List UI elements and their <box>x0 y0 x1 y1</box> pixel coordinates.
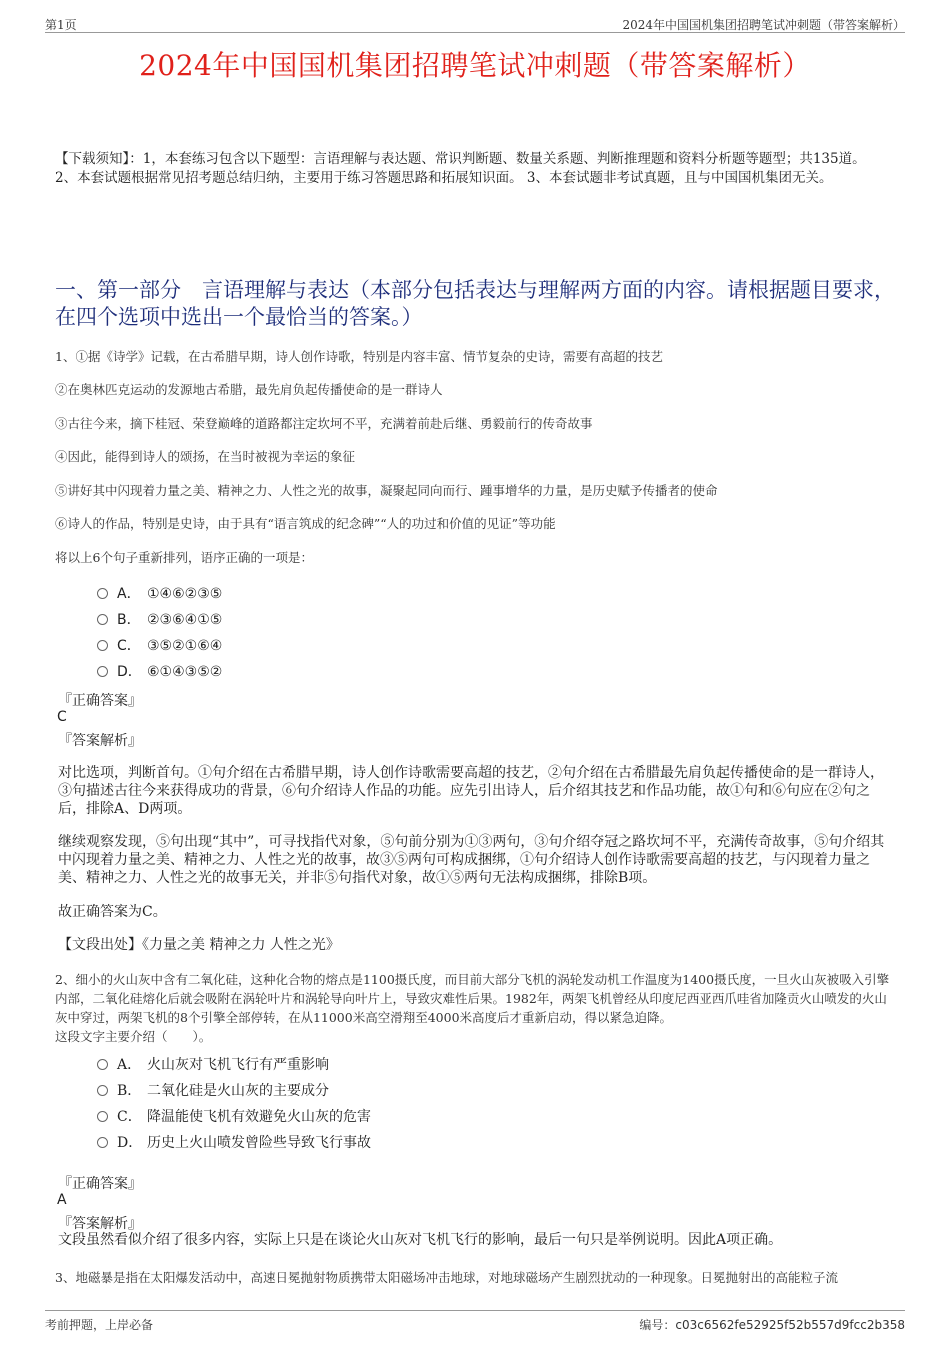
option-text: ②③⑥④①⑤ <box>147 612 223 628</box>
q1-sentence-1: 1、①据《诗学》记载，在古希腊早期，诗人创作诗歌，特别是内容丰富、情节复杂的史诗，需要有高超的技艺 <box>55 349 663 364</box>
q1-prompt: 将以上6个句子重新排列，语序正确的一项是： <box>55 550 313 565</box>
option-letter: C． <box>117 1109 142 1125</box>
q1-analysis-label: 『答案解析』 <box>58 733 142 749</box>
code-value: c03c6562fe52925f52b557d9fcc2b358 <box>675 1318 905 1332</box>
option-text: 二氧化硅是火山灰的主要成分 <box>147 1083 329 1099</box>
option-text: ③⑤②①⑥④ <box>147 638 223 654</box>
q2-prompt: 这段文字主要介绍（ ）。 <box>55 1029 212 1044</box>
option-letter: B． <box>117 1083 142 1099</box>
q1-sentence-6: ⑥诗人的作品，特别是史诗，由于具有“语言筑成的纪念碑”“人的功过和价值的见证”等功能 <box>55 516 556 531</box>
header-doc-title: 2024年中国国机集团招聘笔试冲刺题（带答案解析） <box>622 18 905 32</box>
code-label: 编号： <box>639 1318 676 1332</box>
option-letter: A． <box>117 1057 142 1073</box>
radio-icon[interactable] <box>97 1059 108 1070</box>
q1-analysis-paragraph-2: 继续观察发现，⑤句出现“其中”，可寻找指代对象，⑤句前分别为①③两句，③句介绍夺冠之路坎坷不平，充满传奇故事，⑤句介绍其中闪现着力量之美、精神之力、人性之光的故事，故③⑤两句可构成捆绑，①句介绍诗人创作诗歌需要高超的技艺，与闪现着力量之美、精神之力、人性之光的故事无关，并非⑤句指代对象，故①⑤两句无法构成捆绑，排除B项。 <box>58 834 885 886</box>
q2-stem: 2、细小的火山灰中含有二氧化硅，这种化合物的熔点是1100摄氏度，而目前大部分飞机的涡轮发动机工作温度为1400摄氏度，一旦火山灰被吸入引擎内部，二氧化硅熔化后就会吸附在涡轮叶片和涡轮导向叶片上，导致灾难性后果。1982年，两架飞机曾经从印度尼西亚西爪哇省加隆贡火山喷发的火山灰中穿过，两架飞机的8个引擎全部停转，在从11000米高空滑翔至4000米高度后才重新启动，得以紧急迫降。 <box>55 972 890 1025</box>
q2-answer-value: A <box>57 1192 67 1208</box>
q1-option-d[interactable] <box>97 661 222 681</box>
q2-option-c[interactable] <box>97 1106 371 1126</box>
q1-option-a[interactable] <box>97 583 222 603</box>
footer-code <box>639 1316 905 1333</box>
option-text: 降温能使飞机有效避免火山灰的危害 <box>147 1109 371 1125</box>
q1-answer-value: C <box>57 709 67 725</box>
q1-answer-label: 『正确答案』 <box>58 693 142 709</box>
page-number: 第1页 <box>45 18 77 32</box>
q1-sentence-5: ⑤讲好其中闪现着力量之美、精神之力、人性之光的故事，凝聚起同向而行、踵事增华的力量，是历史赋予传播者的使命 <box>55 483 718 498</box>
q2-analysis: 文段虽然看似介绍了很多内容，实际上只是在谈论火山灰对飞机飞行的影响，最后一句只是举例说明。因此A项正确。 <box>58 1232 783 1248</box>
option-text: ①④⑥②③⑤ <box>147 586 223 602</box>
q1-option-b[interactable] <box>97 609 222 629</box>
section-title: 一、第一部分 言语理解与表达（本部分包括表达与理解两方面的内容。请根据题目要求，在四个选项中选出一个最恰当的答案。） <box>55 278 895 329</box>
page-title: 2024年中国国机集团招聘笔试冲刺题（带答案解析） <box>139 49 811 82</box>
radio-icon[interactable] <box>97 640 108 651</box>
q2-option-a[interactable] <box>97 1054 329 1074</box>
option-text: 火山灰对飞机飞行有严重影响 <box>147 1057 329 1073</box>
page-footer <box>45 1310 905 1333</box>
option-letter: B． <box>117 612 141 628</box>
option-letter: D． <box>117 1135 143 1151</box>
radio-icon[interactable] <box>97 588 108 599</box>
option-letter: D． <box>117 664 142 680</box>
radio-icon[interactable] <box>97 1085 108 1096</box>
q1-analysis-paragraph-1: 对比选项，判断首句。①句介绍在古希腊早期，诗人创作诗歌需要高超的技艺，②句介绍在古希腊最先肩负起传播使命的是一群诗人，③句描述古往今来获得成功的背景，⑥句介绍诗人作品的功能。应先引出诗人，后介绍其技艺和作品功能，故①句和⑥句应在②句之后，排除A、D两项。 <box>58 765 884 817</box>
option-text: 历史上火山喷发曾险些导致飞行事故 <box>147 1135 371 1151</box>
q1-sentence-2: ②在奥林匹克运动的发源地古希腊，最先肩负起传播使命的是一群诗人 <box>55 382 443 397</box>
page-header <box>45 14 905 33</box>
q1-analysis-paragraph-3: 故正确答案为C。 <box>58 904 167 920</box>
option-letter: C． <box>117 638 141 654</box>
radio-icon[interactable] <box>97 1137 108 1148</box>
q1-source: 【文段出处】《力量之美 精神之力 人性之光》 <box>58 937 340 953</box>
radio-icon[interactable] <box>97 666 108 677</box>
radio-icon[interactable] <box>97 614 108 625</box>
q2-option-b[interactable] <box>97 1080 329 1100</box>
option-letter: A． <box>117 586 141 602</box>
download-notice: 【下载须知】：1，本套练习包含以下题型：言语理解与表达题、常识判断题、数量关系题、判断推理题和资料分析题等题型；共135道。 2、本套试题根据常见招考题总结归纳，主要用于练习答题思路和拓展知识面。 3、本套试题非考试真题，且与中国国机集团无关。 <box>55 151 866 186</box>
q3-stem: 3、地磁暴是指在太阳爆发活动中，高速日冕抛射物质携带太阳磁场冲击地球，对地球磁场产生剧烈扰动的一种现象。日冕抛射出的高能粒子流 <box>55 1270 838 1285</box>
q1-option-c[interactable] <box>97 635 222 655</box>
radio-icon[interactable] <box>97 1111 108 1122</box>
q2-answer-label: 『正确答案』 <box>58 1176 142 1192</box>
q2-analysis-label: 『答案解析』 <box>58 1216 142 1232</box>
footer-slogan: 考前押题，上岸必备 <box>45 1318 154 1332</box>
option-text: ⑥①④③⑤② <box>147 664 223 680</box>
q1-sentence-3: ③古往今来，摘下桂冠、荣登巅峰的道路都注定坎坷不平，充满着前赴后继、勇毅前行的传奇故事 <box>55 416 593 431</box>
q1-sentence-4: ④因此，能得到诗人的颂扬，在当时被视为幸运的象征 <box>55 449 356 464</box>
q2-option-d[interactable] <box>97 1132 371 1152</box>
